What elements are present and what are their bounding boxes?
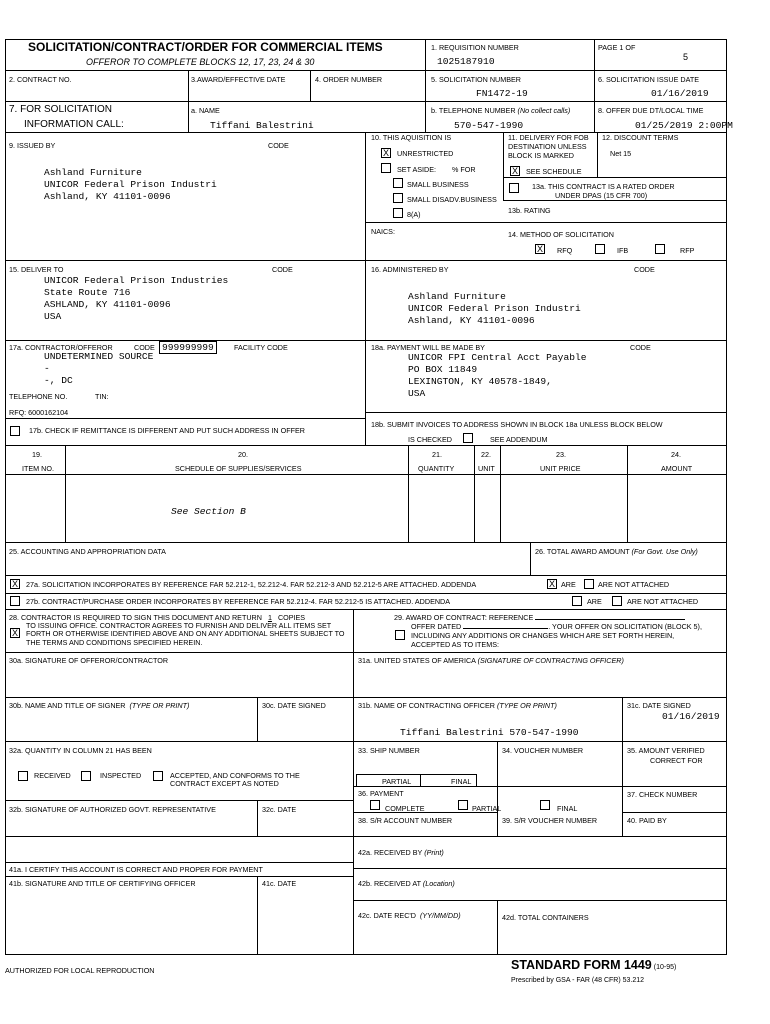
solicitation-number-label: 5. SOLICITATION NUMBER <box>431 75 521 84</box>
information-call-label: INFORMATION CALL: <box>24 119 124 130</box>
rule <box>310 70 311 101</box>
rfp-checkbox[interactable] <box>655 244 665 254</box>
rule <box>5 445 727 446</box>
rule <box>622 812 727 813</box>
small-disadvantaged-label: SMALL DISADV.BUSINESS <box>407 195 497 204</box>
block-28-line-4: THE TERMS AND CONDITIONS SPECIFIED HEREIN. <box>26 638 203 647</box>
rule <box>5 593 727 594</box>
col-24-number: 24. <box>671 450 681 459</box>
page-of-value: 5 <box>683 52 689 62</box>
rule <box>622 697 623 741</box>
col-amount: AMOUNT <box>661 464 693 473</box>
set-aside-checkbox[interactable] <box>381 163 391 173</box>
ref-27a-label: 27a. SOLICITATION INCORPORATES BY REFERENCE FAR 52.212-1, 52.212-4. FAR 52.212-3 AND 52.212-5 ARE ATTACHED. ADDENDA <box>26 580 477 589</box>
govt-signature-label: 32b. SIGNATURE OF AUTHORIZED GOVT. REPRESENTATIVE <box>9 805 216 814</box>
requisition-value: 1025187910 <box>437 56 495 67</box>
total-containers-label: 42d. TOTAL CONTAINERS <box>502 913 589 922</box>
payment-line-4: USA <box>408 388 426 399</box>
quantity-received-label: 32a. QUANTITY IN COLUMN 21 HAS BEEN <box>9 746 152 755</box>
see-schedule-checkbox[interactable]: X <box>511 166 518 176</box>
block-29-line-3: INCLUDING ANY ADDITIONS OR CHANGES WHICH ARE SET FORTH HEREIN, <box>411 631 675 640</box>
see-addendum-label: SEE ADDENDUM <box>490 435 548 444</box>
rule <box>425 39 426 132</box>
complete-checkbox[interactable] <box>370 800 380 810</box>
rule <box>365 222 727 223</box>
rule <box>5 418 365 419</box>
date-signed-31c-value: 01/16/2019 <box>662 711 720 722</box>
rule <box>5 876 353 877</box>
signature-officer-label: 31a. UNITED STATES OF AMERICA (SIGNATURE OF CONTRACTING OFFICER) <box>358 656 624 665</box>
col-unit-price: UNIT PRICE <box>540 464 581 473</box>
rule <box>353 868 727 869</box>
rule <box>257 800 258 836</box>
ref-27b-are-not-checkbox[interactable] <box>612 596 622 606</box>
received-at-label: 42b. RECEIVED AT (Location) <box>358 879 455 888</box>
block-28-line-2: TO ISSUING OFFICE. CONTRACTOR AGREES TO FURNISH AND DELIVER ALL ITEMS SET <box>26 621 332 630</box>
see-schedule-label: SEE SCHEDULE <box>526 167 582 176</box>
ship-number-label: 33. SHIP NUMBER <box>358 746 420 755</box>
deliver-to-line-4: USA <box>44 311 62 322</box>
amount-verified-label-1: 35. AMOUNT VERIFIED <box>627 746 705 755</box>
block-29-line-1: 29. AWARD OF CONTRACT: REFERENCE <box>394 613 685 622</box>
submit-invoices-label: 18b. SUBMIT INVOICES TO ADDRESS SHOWN IN BLOCK 18a UNLESS BLOCK BELOW <box>371 420 663 429</box>
received-checkbox[interactable] <box>18 771 28 781</box>
rule <box>188 70 189 132</box>
col-21-number: 21. <box>432 450 442 459</box>
date-signed-30c-label: 30c. DATE SIGNED <box>262 701 326 710</box>
ref-27a-are: ARE <box>561 580 576 589</box>
accepted-label-1: ACCEPTED, AND CONFORMS TO THE <box>170 771 300 780</box>
for-solicitation-label: 7. FOR SOLICITATION <box>9 104 112 115</box>
ref-27b-label: 27b. CONTRACT/PURCHASE ORDER INCORPORATES BY REFERENCE FAR 52.212-4. FAR 52.212-5 IS ATTACHED. ADDENDA <box>26 597 451 606</box>
deliver-to-line-1: UNICOR Federal Prison Industries <box>44 275 229 286</box>
unrestricted-checkbox[interactable]: X <box>382 148 389 158</box>
rated-order-label-1: 13a. THIS CONTRACT IS A RATED ORDER <box>532 182 675 191</box>
eight-a-label: 8(A) <box>407 210 421 219</box>
payment-by-label: 18a. PAYMENT WILL BE MADE BY <box>371 343 485 352</box>
officer-name-label: 31b. NAME OF CONTRACTING OFFICER (TYPE OR PRINT) <box>358 701 557 710</box>
requisition-label: 1. REQUISITION NUMBER <box>431 43 519 52</box>
certify-label: 41a. I CERTIFY THIS ACCOUNT IS CORRECT AND PROPER FOR PAYMENT <box>9 865 263 874</box>
rule <box>257 876 258 954</box>
payment-36-label: 36. PAYMENT <box>358 789 404 798</box>
col-quantity: QUANTITY <box>418 464 455 473</box>
method-label: 14. METHOD OF SOLICITATION <box>508 230 614 239</box>
issue-date-label: 6. SOLICITATION ISSUE DATE <box>598 75 700 84</box>
col-20-number: 20. <box>238 450 248 459</box>
rule <box>594 39 595 132</box>
sr-voucher-label: 39. S/R VOUCHER NUMBER <box>502 816 598 825</box>
rule <box>365 260 366 340</box>
rule <box>503 132 504 200</box>
order-number-label: 4. ORDER NUMBER <box>315 75 383 84</box>
facility-code-label: FACILITY CODE <box>234 343 288 352</box>
ref-27a-are-not: ARE NOT ATTACHED <box>598 580 670 589</box>
tin-label: TIN: <box>95 392 109 401</box>
issue-date-value: 01/16/2019 <box>651 88 709 99</box>
rule <box>420 774 421 786</box>
block-28-line-3: FORTH OR OTHERWISE IDENTIFIED ABOVE AND ON ANY ADDITIONAL SHEETS SUBJECT TO <box>26 629 345 638</box>
col-unit: UNIT <box>478 464 495 473</box>
page-label: PAGE 1 OF <box>598 43 636 52</box>
ref-27b-are-checkbox[interactable] <box>572 596 582 606</box>
paid-by-label: 40. PAID BY <box>627 816 667 825</box>
date-41c-label: 41c. DATE <box>262 879 297 888</box>
received-by-label: 42a. RECEIVED BY (Print) <box>358 848 444 857</box>
block-28-checkbox[interactable]: X <box>11 628 18 638</box>
rule <box>5 741 727 742</box>
rule <box>5 836 727 837</box>
ifb-checkbox[interactable] <box>595 244 605 254</box>
discount-terms-value: Net 15 <box>610 149 632 158</box>
rule <box>5 542 727 543</box>
administered-by-line-2: UNICOR Federal Prison Industri <box>408 303 581 314</box>
ref-27a-checkbox[interactable]: X <box>11 579 18 589</box>
voucher-number-label: 34. VOUCHER NUMBER <box>502 746 584 755</box>
administered-by-line-1: Ashland Furniture <box>408 291 506 302</box>
complete-label: COMPLETE <box>385 804 425 813</box>
accepted-checkbox[interactable] <box>153 771 163 781</box>
rule <box>497 900 498 954</box>
accounting-label: 25. ACCOUNTING AND APPROPRIATION DATA <box>9 547 166 556</box>
telephone-label: b. TELEPHONE NUMBER (No collect calls) <box>431 106 571 115</box>
deliver-to-line-2: State Route 716 <box>44 287 131 298</box>
ref-27b-checkbox[interactable] <box>10 596 20 606</box>
rule <box>627 445 628 542</box>
rule <box>257 697 258 741</box>
issued-by-code-label: CODE <box>268 141 289 150</box>
payment-line-2: PO BOX 11849 <box>408 364 478 375</box>
col-23-number: 23. <box>556 450 566 459</box>
solicitation-number-value: FN1472-19 <box>476 88 528 99</box>
small-business-label: SMALL BUSINESS <box>407 180 469 189</box>
contractor-code-value: 999999999 <box>159 341 217 354</box>
discount-terms-label: 12. DISCOUNT TERMS <box>602 133 679 142</box>
see-section-b: See Section B <box>171 506 246 517</box>
issued-by-line-1: Ashland Furniture <box>44 167 142 178</box>
award-date-label: 3.AWARD/EFFECTIVE DATE <box>191 75 286 84</box>
deliver-to-line-3: ASHLAND, KY 41101-0096 <box>44 299 171 310</box>
received-label: RECEIVED <box>34 771 71 780</box>
final-33-label: FINAL <box>451 777 472 786</box>
contractor-line-2: - <box>44 363 50 374</box>
rfq-checkbox[interactable]: X <box>536 244 543 254</box>
rule <box>503 200 727 201</box>
deliver-to-code-label: CODE <box>272 265 293 274</box>
rule <box>356 774 357 786</box>
remittance-label: 17b. CHECK IF REMITTANCE IS DIFFERENT AND PUT SUCH ADDRESS IN OFFER <box>29 426 305 435</box>
issued-by-label: 9. ISSUED BY <box>9 141 56 150</box>
sr-account-label: 38. S/R ACCOUNT NUMBER <box>358 816 453 825</box>
prescribed-by: Prescribed by GSA - FAR (48 CFR) 53.212 <box>511 977 645 984</box>
rule <box>5 575 727 576</box>
ifb-label: IFB <box>617 246 629 255</box>
administered-by-line-3: Ashland, KY 41101-0096 <box>408 315 535 326</box>
telephone-no-label: TELEPHONE NO. <box>9 392 68 401</box>
rule <box>5 474 727 475</box>
payment-code-label: CODE <box>630 343 651 352</box>
offer-due-value: 01/25/2019 2:00PM <box>635 120 733 131</box>
local-reproduction: AUTHORIZED FOR LOCAL REPRODUCTION <box>5 966 155 975</box>
is-checked-label: IS CHECKED <box>408 435 452 444</box>
unrestricted-label: UNRESTRICTED <box>397 149 454 158</box>
issued-by-line-3: Ashland, KY 41101-0096 <box>44 191 171 202</box>
ref-27b-are: ARE <box>587 597 602 606</box>
signature-offeror-label: 30a. SIGNATURE OF OFFEROR/CONTRACTOR <box>9 656 169 665</box>
partial-checkbox[interactable] <box>458 800 468 810</box>
block-29-line-2: OFFER DATED . YOUR OFFER ON SOLICITATION (BLOCK 5), <box>411 622 702 631</box>
signer-name-label: 30b. NAME AND TITLE OF SIGNER (TYPE OR PRINT) <box>9 701 190 710</box>
small-business-checkbox[interactable] <box>393 178 403 188</box>
naics-label: NAICS: <box>371 227 395 236</box>
delivery-label-2: DESTINATION UNLESS <box>508 142 587 151</box>
block-29-checkbox[interactable] <box>395 630 405 640</box>
deliver-to-label: 15. DELIVER TO <box>9 265 64 274</box>
name-label: a. NAME <box>191 106 220 115</box>
issued-by-line-2: UNICOR Federal Prison Industri <box>44 179 217 190</box>
administered-by-code-label: CODE <box>634 265 655 274</box>
rfq-label: RFQ <box>557 246 573 255</box>
contract-no-label: 2. CONTRACT NO. <box>9 75 72 84</box>
rule <box>597 132 598 177</box>
partial-label: PARTIAL <box>472 804 502 813</box>
partial-33-label: PARTIAL <box>382 777 412 786</box>
rule <box>408 445 409 542</box>
final-checkbox[interactable] <box>540 800 550 810</box>
rule <box>5 70 727 71</box>
payment-line-3: LEXINGTON, KY 40578-1849, <box>408 376 552 387</box>
delivery-label-1: 11. DELIVERY FOR FOB <box>508 133 589 142</box>
rule <box>353 609 354 954</box>
certifying-officer-label: 41b. SIGNATURE AND TITLE OF CERTIFYING OFFICER <box>9 879 196 888</box>
rule <box>5 260 727 261</box>
rule <box>365 132 366 260</box>
small-disadvantaged-checkbox[interactable] <box>393 193 403 203</box>
rule <box>500 445 501 542</box>
contractor-code-label: CODE <box>134 343 155 352</box>
accepted-label-2: CONTRACT EXCEPT AS NOTED <box>170 779 279 788</box>
ref-27a-are-not-checkbox[interactable] <box>584 579 594 589</box>
form-title: SOLICITATION/CONTRACT/ORDER FOR COMMERCIAL ITEMS <box>28 40 383 54</box>
rule <box>5 800 353 801</box>
rated-order-checkbox[interactable] <box>509 183 519 193</box>
rule <box>5 340 727 341</box>
amount-verified-label-2: CORRECT FOR <box>650 756 703 765</box>
set-aside-percent-label: % FOR <box>452 165 476 174</box>
col-schedule: SCHEDULE OF SUPPLIES/SERVICES <box>175 464 302 473</box>
rule <box>5 39 6 954</box>
contractor-label: 17a. CONTRACTOR/OFFEROR <box>9 343 113 352</box>
form-number: STANDARD FORM 1449 (10-95) <box>511 958 677 972</box>
delivery-label-3: BLOCK IS MARKED <box>508 151 574 160</box>
rule <box>497 741 498 836</box>
rule <box>365 412 727 413</box>
rule <box>503 177 727 178</box>
rule <box>474 445 475 542</box>
rule <box>5 652 727 653</box>
remittance-checkbox[interactable] <box>10 426 20 436</box>
final-label: FINAL <box>557 804 578 813</box>
rule <box>5 101 727 102</box>
contractor-line-3: -, DC <box>44 375 73 386</box>
rule <box>65 445 66 542</box>
date-32c-label: 32c. DATE <box>262 805 297 814</box>
rule <box>530 542 531 575</box>
inspected-label: INSPECTED <box>100 771 142 780</box>
check-number-label: 37. CHECK NUMBER <box>627 790 698 799</box>
name-value: Tiffani Balestrini <box>210 120 314 131</box>
set-aside-label: SET ASIDE: <box>397 165 437 174</box>
rfq-number: RFQ: 6000162104 <box>9 408 69 417</box>
offer-due-label: 8. OFFER DUE DT/LOCAL TIME <box>598 106 704 115</box>
ref-27a-are-checkbox[interactable]: X <box>548 579 555 589</box>
addendum-checkbox[interactable] <box>463 433 473 443</box>
block-28-line-1: 28. CONTRACTOR IS REQUIRED TO SIGN THIS DOCUMENT AND RETURN 1 COPIES <box>9 613 306 622</box>
inspected-checkbox[interactable] <box>81 771 91 781</box>
officer-name-value: Tiffani Balestrini 570-547-1990 <box>400 727 579 738</box>
eight-a-checkbox[interactable] <box>393 208 403 218</box>
block-29-line-4: ACCEPTED AS TO ITEMS: <box>411 640 500 649</box>
rule <box>353 900 727 901</box>
rule <box>5 954 727 955</box>
rule <box>5 697 727 698</box>
rule <box>5 862 353 863</box>
payment-line-1: UNICOR FPI Central Acct Payable <box>408 352 587 363</box>
administered-by-label: 16. ADMINISTERED BY <box>371 265 449 274</box>
ref-27b-are-not: ARE NOT ATTACHED <box>627 597 699 606</box>
rfp-label: RFP <box>680 246 695 255</box>
rule <box>365 340 366 445</box>
date-received-label: 42c. DATE REC'D (YY/MM/DD) <box>358 911 461 920</box>
rating-label: 13b. RATING <box>508 206 551 215</box>
col-19-number: 19. <box>32 450 42 459</box>
telephone-value: 570-547-1990 <box>454 120 524 131</box>
col-22-number: 22. <box>481 450 491 459</box>
rated-order-label-2: UNDER DPAS (15 CFR 700) <box>555 191 648 200</box>
rule <box>5 609 727 610</box>
rule <box>622 741 623 836</box>
date-signed-31c-label: 31c. DATE SIGNED <box>627 701 691 710</box>
contractor-line-1: UNDETERMINED SOURCE <box>44 351 154 362</box>
col-item-no: ITEM NO. <box>22 464 54 473</box>
total-award-label: 26. TOTAL AWARD AMOUNT (For Govt. Use Only) <box>535 547 698 556</box>
acquisition-label: 10. THIS AQUISITION IS <box>371 133 452 142</box>
rule <box>476 774 477 786</box>
form-subtitle: OFFEROR TO COMPLETE BLOCKS 12, 17, 23, 24 & 30 <box>86 57 315 67</box>
